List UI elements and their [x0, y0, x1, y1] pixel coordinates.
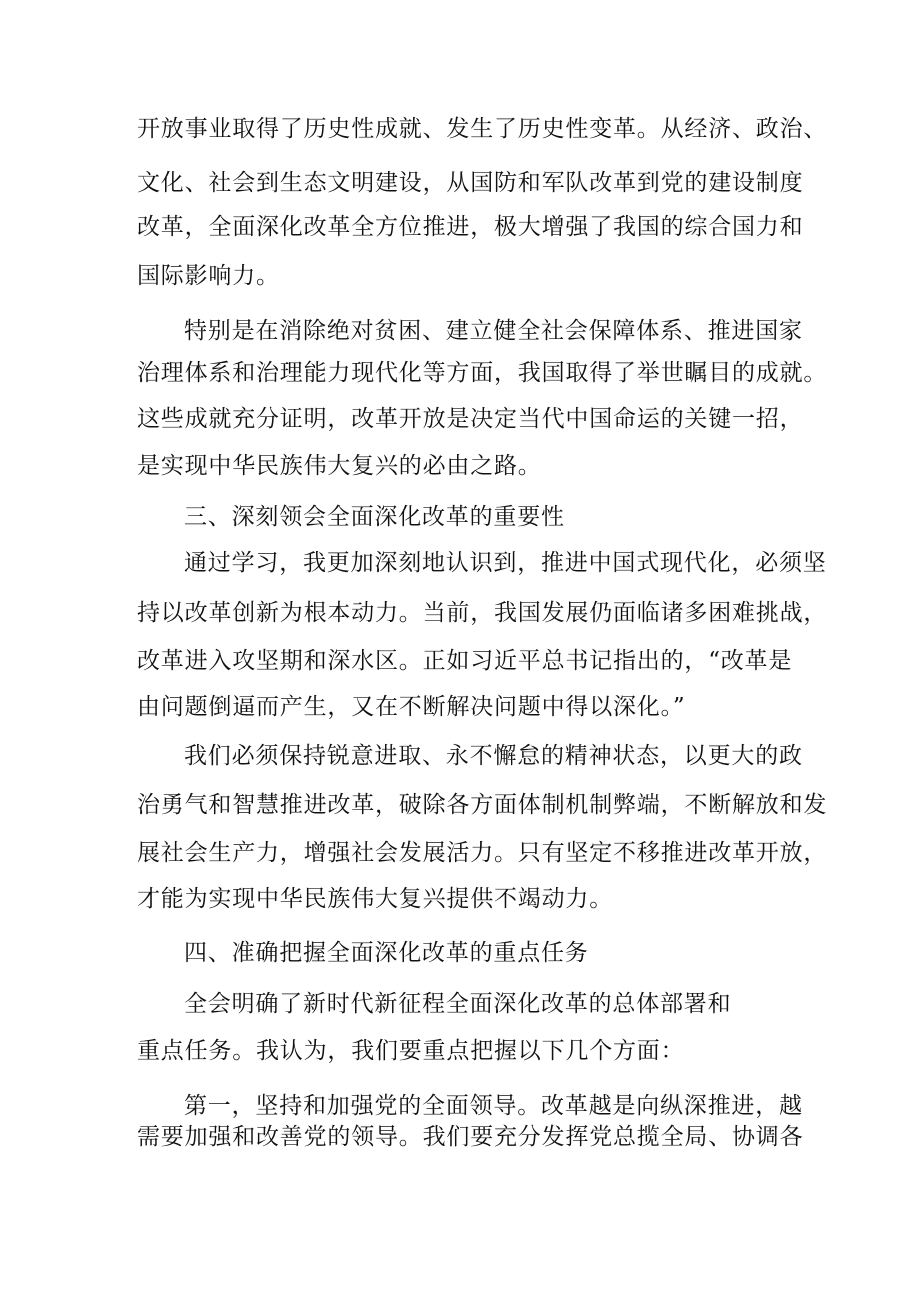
- paragraph-start-line: 第一，坚持和加强党的全面领导。改革越是向纵深推进，越: [184, 1093, 803, 1119]
- text-line: 需要加强和改善党的领导。我们要充分发挥党总揽全局、协调各: [137, 1124, 804, 1150]
- section-heading: 四、准确把握全面深化改革的重点任务: [184, 940, 589, 966]
- paragraph-start-line: 我们必须保持锐意进取、永不懈怠的精神状态，以更大的政: [184, 743, 803, 769]
- text-line: 改革，全面深化改革全方位推进，极大增强了我国的综合国力和: [137, 214, 804, 240]
- text-line: 重点任务。我认为，我们要重点把握以下几个方面：: [137, 1038, 685, 1064]
- text-line: 国际影响力。: [137, 263, 280, 289]
- text-line: 开放事业取得了历史性成就、发生了历史性变革。从经济、政治、: [137, 116, 828, 142]
- text-line: 文化、社会到生态文明建设，从国防和军队改革到党的建设制度: [137, 170, 804, 196]
- text-line: 由问题倒逼而产生，又在不断解决问题中得以深化。”: [137, 694, 686, 720]
- text-line: 治理体系和治理能力现代化等方面，我国取得了举世瞩目的成就。: [137, 360, 828, 386]
- text-line: 是实现中华民族伟大复兴的必由之路。: [137, 453, 542, 479]
- paragraph-start-line: 全会明确了新时代新征程全面深化改革的总体部署和: [184, 991, 732, 1017]
- text-line: 持以改革创新为根本动力。当前，我国发展仍面临诸多困难挑战，: [137, 600, 828, 626]
- section-heading: 三、深刻领会全面深化改革的重要性: [184, 504, 565, 530]
- paragraph-start-line: 通过学习，我更加深刻地认识到，推进中国式现代化，必须坚: [184, 550, 827, 576]
- text-line: 改革进入攻坚期和深水区。正如习近平总书记指出的，“改革是: [137, 648, 793, 674]
- text-line: 这些成就充分证明，改革开放是决定当代中国命运的关键一招，: [137, 406, 804, 432]
- text-line: 才能为实现中华民族伟大复兴提供不竭动力。: [137, 886, 613, 912]
- paragraph-start-line: 特别是在消除绝对贫困、建立健全社会保障体系、推进国家: [184, 318, 803, 344]
- text-line: 展社会生产力，增强社会发展活力。只有坚定不移推进改革开放，: [137, 840, 828, 866]
- text-line: 治勇气和智慧推进改革，破除各方面体制机制弊端，不断解放和发: [137, 792, 828, 818]
